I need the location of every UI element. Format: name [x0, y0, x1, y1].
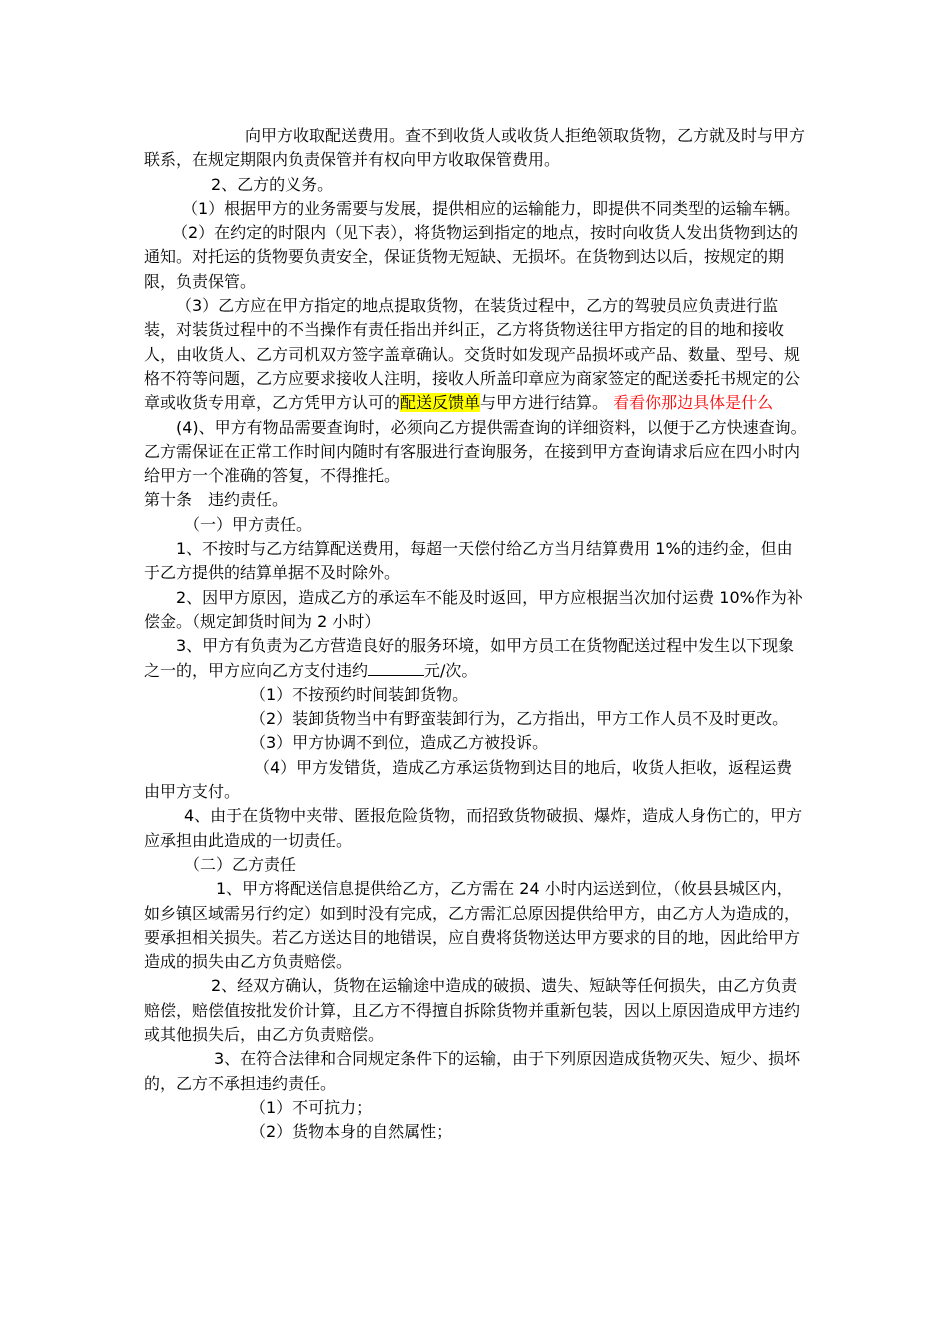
paragraph-a-liability-4: 4、由于在货物中夹带、匿报危险货物，而招致货物破损、爆炸，造成人身伤亡的，甲方应承担由此造成的一切责任。 — [144, 806, 803, 850]
a-liability-3-text: 3、甲方有负责为乙方营造良好的服务环境，如甲方员工在货物配送过程中发生以下现象之一的，甲方应向乙方支付违约 — [144, 636, 795, 680]
list-item-a-1: （1）不按预约时间装卸货物。 — [250, 684, 469, 704]
paragraph-b-liability-1: 1、甲方将配送信息提供给乙方，乙方需在 24 小时内运送到位，（攸县县城区内，如乡镇区域需另行约定）如到时没有完成，乙方需汇总原因提供给甲方，由乙方人为造成的，要承担相关损失。若乙方送达目的地错误，应自费将货物送达甲方要求的目的地，因此给甲方造成的损失由乙方负责赔偿。 — [144, 879, 801, 972]
heading-party-b-liability: （二）乙方责任 — [184, 854, 297, 874]
review-comment: 看看你那边具体是什么 — [613, 393, 774, 413]
document-body — [144, 124, 808, 1144]
paragraph-a-liability-3 — [144, 634, 808, 683]
paragraph-obligation-1: （1）根据甲方的业务需要与发展，提供相应的运输能力，即提供不同类型的运输车辆。 — [182, 198, 801, 218]
obligation-3-text: （3）乙方应在甲方指定的地点提取货物，在装货过程中，乙方的驾驶员应负责进行监装，对装货过程中的不当操作有责任指出并纠正，乙方将货物送往甲方指定的目的地和接收人，由收货人、乙方司机双方签字盖章确认。交货时如发现产品损坏或产品、数量、型号、规格不符等问题，乙方应要求接收人注明，接收人所盖印章应为商家签定的配送委托书规定的公章或收货专用章，乙方凭甲方认可的 — [144, 296, 801, 413]
paragraph-obligation-2: （2）在约定的时限内（见下表），将货物运到指定的地点，按时向收货人发出货物到达的通知。对托运的货物要负责安全，保证货物无短缺、无损坏。在货物到达以后，按规定的期限，负责保管。 — [144, 223, 799, 291]
penalty-amount-blank — [368, 660, 424, 676]
paragraph-a-liability-2: 2、因甲方原因，造成乙方的承运车不能及时返回，甲方应根据当次加付运费 10%作为补偿金。（规定卸货时间为 2 小时） — [144, 587, 803, 631]
list-item-a-3: （3）甲方协调不到位，造成乙方被投诉。 — [250, 733, 549, 753]
paragraph-b-liability-2: 2、经双方确认，货物在运输途中造成的破损、遗失、短缺等任何损失，由乙方负责赔偿，赔偿值按批发价计算，且乙方不得擅自拆除货物并重新包装，因以上原因造成甲方违约或其他损失后，由乙方负责赔偿。 — [144, 976, 801, 1044]
a-liability-3-unit: 元/次。 — [424, 660, 478, 680]
paragraph-b-liability-3: 3、在符合法律和合同规定条件下的运输，由于下列原因造成货物灭失、短少、损坏的，乙方不承担违约责任。 — [144, 1049, 801, 1093]
list-item-b-2: （2）货物本身的自然属性； — [250, 1122, 453, 1142]
paragraph-a-liability-1: 1、不按时与乙方结算配送费用，每超一天偿付给乙方当月结算费用 1%的违约金，但由于乙方提供的结算单据不及时除外。 — [144, 539, 793, 583]
heading-article-10: 第十条 违约责任。 — [144, 490, 289, 510]
obligation-3-text-end: 与甲方进行结算。 — [480, 393, 609, 413]
list-item-a-4: （4）甲方发错货，造成乙方承运货物到达目的地后，收货人拒收，返程运费由甲方支付。 — [144, 757, 793, 802]
paragraph-obligation-4: (4)、甲方有物品需要查询时，必须向乙方提供需查询的详细资料，以便于乙方快速查询。 乙方需保证在正常工作时间内随时有客服进行查询服务，在接到甲方查询请求后应在四小时内给甲方一个准确的答复，不得推托。 — [144, 417, 807, 486]
heading-party-b-obligations: 2、乙方的义务。 — [211, 174, 334, 194]
heading-party-a-liability: （一）甲方责任。 — [184, 514, 313, 534]
paragraph-storage-fee: 向甲方收取配送费用。查不到收货人或收货人拒绝领取货物，乙方就及时与甲方联系，在规定期限内负责保管并有权向甲方收取保管费用。 — [144, 126, 806, 170]
list-item-b-1: （1）不可抗力； — [250, 1097, 373, 1117]
list-item-a-2: （2）装卸货物当中有野蛮装卸行为，乙方指出，甲方工作人员不及时更改。 — [250, 709, 789, 729]
highlighted-feedback-form: 配送反馈单 — [400, 393, 481, 413]
paragraph-obligation-3 — [144, 294, 808, 415]
